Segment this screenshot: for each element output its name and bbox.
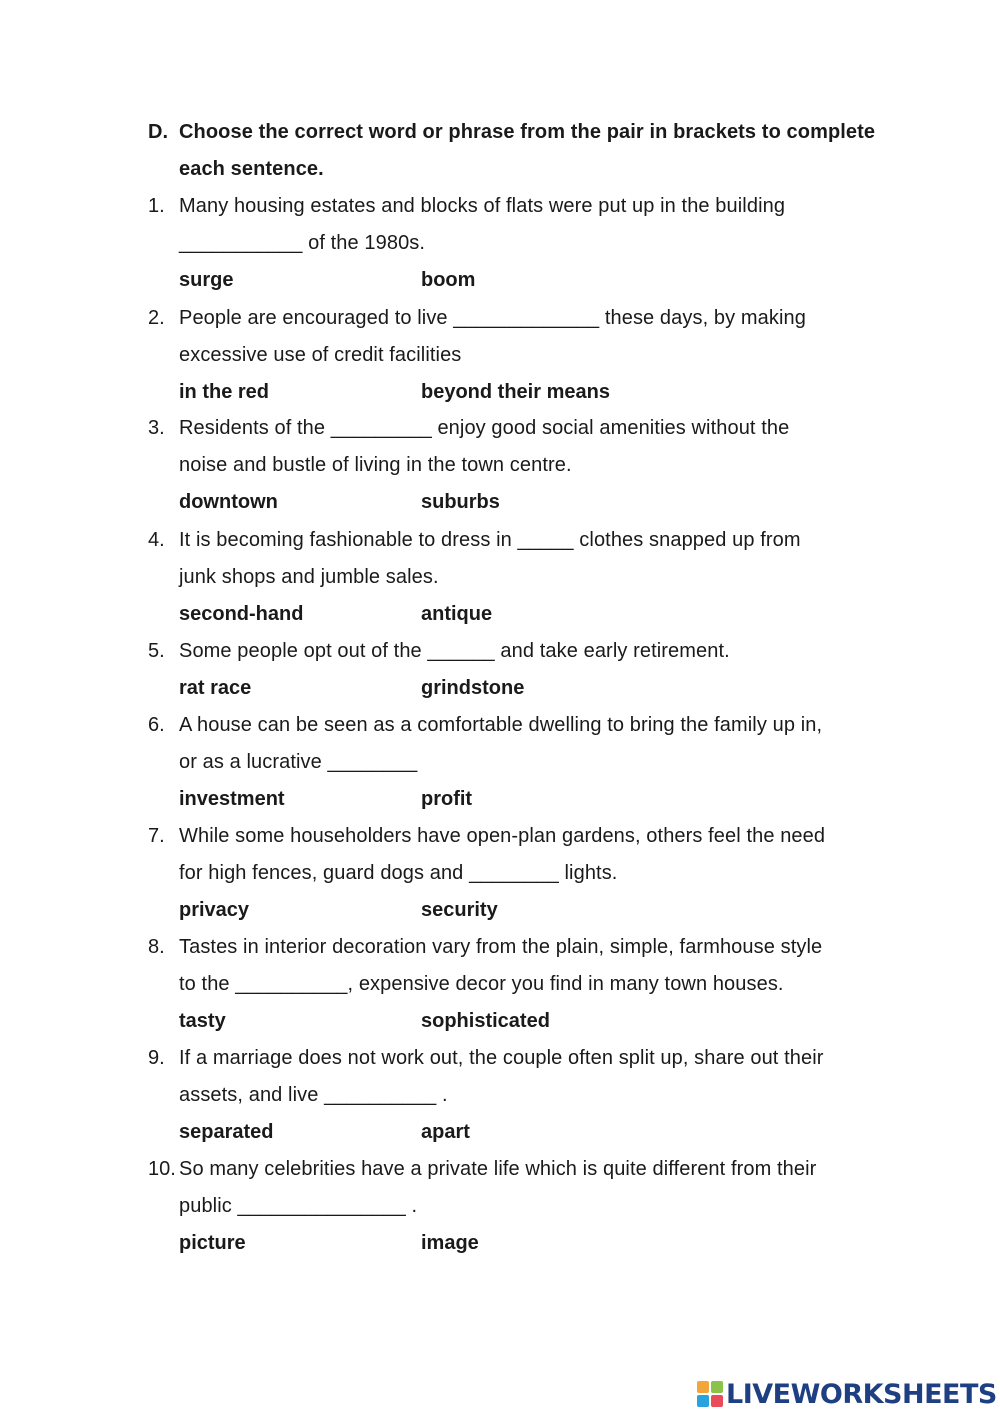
question-text-line: ___________ of the 1980s. [179,232,426,254]
question-text-line: noise and bustle of living in the town centre. [179,454,572,476]
question-text-line: public _______________ . [179,1195,418,1217]
question-text-line: Some people opt out of the ______ and take early retirement. [179,640,730,662]
question-number: 9. [148,1047,165,1069]
answer-option-a[interactable]: second-hand [179,603,304,625]
answer-option-a[interactable]: separated [179,1121,274,1143]
answer-option-b[interactable]: apart [421,1121,470,1143]
answer-option-b[interactable]: grindstone [421,677,525,699]
question-text-line: It is becoming fashionable to dress in _____ clothes snapped up from [179,529,801,551]
liveworksheets-logo-icon [697,1381,723,1407]
question-number: 8. [148,936,165,958]
question-text-line: or as a lucrative ________ [179,751,418,773]
section-instruction-line-2: each sentence. [179,158,324,180]
answer-option-b[interactable]: boom [421,269,476,291]
answer-option-a[interactable]: picture [179,1232,246,1254]
answer-option-b[interactable]: beyond their means [421,381,610,403]
answer-option-a[interactable]: investment [179,788,285,810]
question-text-line: Residents of the _________ enjoy good social amenities without the [179,417,790,439]
question-text-line: to the __________, expensive decor you find in many town houses. [179,973,784,995]
question-text-line: So many celebrities have a private life which is quite different from their [179,1158,817,1180]
question-text-line: Many housing estates and blocks of flats were put up in the building [179,195,786,217]
section-instruction-line-1: Choose the correct word or phrase from the pair in brackets to complete [179,121,876,143]
brand-name: LIVEWORKSHEETS [726,1378,997,1410]
question-text-line: While some householders have open-plan gardens, others feel the need [179,825,826,847]
question-text-line: for high fences, guard dogs and ________ lights. [179,862,618,884]
question-text-line: assets, and live __________ . [179,1084,448,1106]
section-label: D. [148,121,169,143]
question-text-line: excessive use of credit facilities [179,344,462,366]
question-text-line: People are encouraged to live _____________ these days, by making [179,307,806,329]
question-number: 6. [148,714,165,736]
answer-option-a[interactable]: rat race [179,677,252,699]
question-number: 2. [148,307,165,329]
question-number: 7. [148,825,165,847]
question-number: 3. [148,417,165,439]
liveworksheets-brand[interactable] [697,1378,997,1410]
question-number: 10. [148,1158,176,1180]
question-text-line: If a marriage does not work out, the couple often split up, share out their [179,1047,824,1069]
question-text-line: A house can be seen as a comfortable dwelling to bring the family up in, [179,714,823,736]
answer-option-a[interactable]: tasty [179,1010,226,1032]
question-number: 5. [148,640,165,662]
question-number: 1. [148,195,165,217]
question-text-line: Tastes in interior decoration vary from the plain, simple, farmhouse style [179,936,823,958]
answer-option-a[interactable]: in the red [179,381,270,403]
answer-option-b[interactable]: sophisticated [421,1010,550,1032]
answer-option-a[interactable]: downtown [179,491,278,513]
question-number: 4. [148,529,165,551]
answer-option-b[interactable]: security [421,899,498,921]
question-text-line: junk shops and jumble sales. [179,566,439,588]
answer-option-b[interactable]: suburbs [421,491,500,513]
answer-option-a[interactable]: privacy [179,899,250,921]
answer-option-b[interactable]: image [421,1232,479,1254]
answer-option-a[interactable]: surge [179,269,234,291]
answer-option-b[interactable]: antique [421,603,493,625]
answer-option-b[interactable]: profit [421,788,473,810]
